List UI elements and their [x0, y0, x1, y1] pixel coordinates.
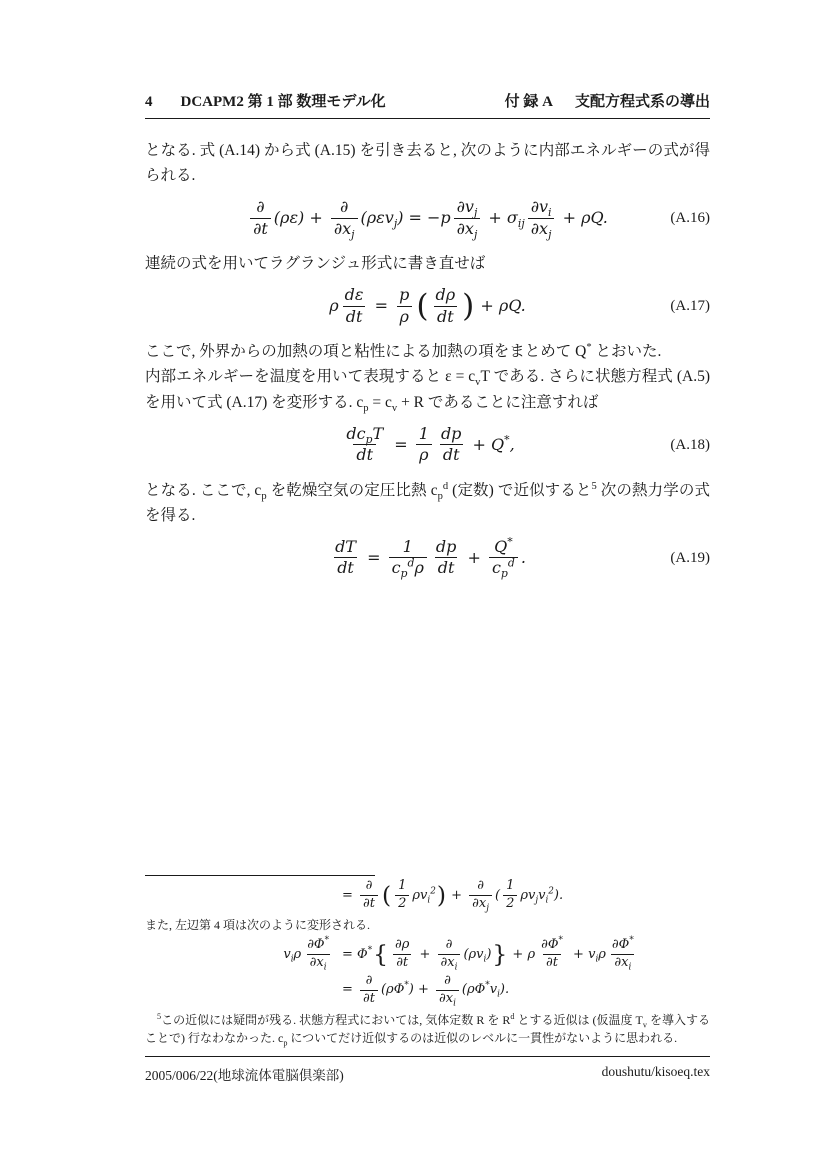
- fraction-numerator: dp: [435, 536, 457, 556]
- fraction: [342, 286, 367, 326]
- math-text: $\rho v_i^2$: [412, 886, 436, 906]
- footer-filename: doushutu/kisoeq.tex: [601, 1064, 710, 1079]
- equation-content: [329, 535, 526, 581]
- math-text: + ρ: [508, 946, 536, 962]
- paragraph: 連続の式を用いてラグランジュ形式に書き直せば: [145, 255, 486, 273]
- footnote-equation-lhs: [145, 935, 335, 973]
- big-delimiter: {: [373, 939, 388, 968]
- equation-number: (A.16): [670, 210, 710, 227]
- display-equation-a19: [145, 537, 710, 579]
- math-text: + ρQ.: [557, 208, 608, 228]
- fraction: [503, 879, 517, 912]
- footer-date: 2005/006/22(地球流体電脳倶楽部): [145, 1068, 344, 1083]
- fraction-denominator: dt: [334, 557, 357, 577]
- big-delimiter: }: [492, 939, 508, 968]
- fraction: [433, 286, 459, 326]
- math-text: (ρΦ*) +: [380, 981, 434, 998]
- fraction-denominator: $\partial x_i$: [307, 954, 330, 971]
- fraction-denominator: ∂t: [250, 218, 271, 238]
- footnote-equation-rhs-1: [335, 935, 710, 973]
- fraction-numerator: dε: [344, 285, 364, 305]
- fraction-numerator: ∂: [365, 878, 373, 893]
- fraction-denominator: 2: [503, 895, 517, 912]
- footnote-equation-row: [145, 935, 710, 973]
- footnote-equation-row: [145, 879, 710, 912]
- math-text: = Φ*: [342, 945, 373, 962]
- fraction: [538, 935, 566, 971]
- fraction-denominator: ∂t: [543, 954, 561, 971]
- math-text: $(\rho\Phi^*v_i)$.: [461, 981, 510, 1001]
- math-text: + Q*,: [467, 433, 515, 454]
- fraction-numerator: dρ: [435, 285, 456, 305]
- math-text: (ρεv$_j$) = −p: [360, 208, 451, 231]
- math-text: (: [494, 887, 501, 903]
- math-text: $v_i\rho$: [283, 946, 302, 965]
- math-text: +: [447, 887, 467, 903]
- fraction-denominator: $\partial x_j$: [331, 218, 358, 238]
- main-text-column: [145, 138, 710, 591]
- math-text: +: [415, 946, 435, 962]
- equation-content: [247, 197, 608, 241]
- equation-number: (A.17): [670, 298, 710, 315]
- fraction: [304, 935, 332, 973]
- fraction-numerator: p: [399, 285, 410, 305]
- header-left: [145, 90, 386, 111]
- math-text: =: [369, 296, 394, 316]
- fraction-numerator: ∂: [340, 197, 349, 217]
- math-text: (ρε) +: [273, 208, 328, 228]
- fraction-denominator: ρ: [397, 306, 412, 326]
- fraction-denominator: $c_p^d$: [489, 557, 518, 577]
- fraction: [343, 425, 386, 465]
- header-right: [505, 90, 710, 111]
- math-text: +: [462, 547, 486, 567]
- fraction-denominator: dt: [343, 306, 366, 326]
- footnote-text: また, 左辺第 4 項は次のように変形される.: [145, 917, 371, 932]
- big-delimiter: (: [381, 880, 392, 909]
- display-equation-a17: [145, 285, 710, 327]
- fraction-denominator: $\partial x_j$: [454, 218, 481, 238]
- fraction-denominator: dt: [440, 444, 463, 464]
- fraction-numerator: ∂ρ: [395, 936, 410, 952]
- equation-number: (A.18): [670, 436, 710, 453]
- fraction-denominator: dt: [434, 306, 457, 326]
- fraction-numerator: $dc_pT$: [346, 423, 384, 446]
- paragraph: 内部エネルギーを温度を用いて表現すると $\varepsilon = c_vT$ である. さらに状態方程式 (A.5) を用いて式 (A.17) を変形する. $c_p = c_v + R$ であることに注意すれば: [145, 368, 710, 414]
- fraction-denominator: $\partial x_j$: [528, 218, 555, 238]
- paragraph: ここで, 外界からの加熱の項と粘性による加熱の項をまとめて Q* とおいた.: [145, 342, 662, 361]
- appendix-label: 付 録 A: [504, 94, 553, 110]
- math-text: $\rho v_jv_i^2$).: [520, 886, 564, 906]
- math-text: + $v_i\rho$: [568, 946, 606, 965]
- fraction: [250, 198, 271, 238]
- math-text: $(\rho v_i)$: [463, 946, 492, 965]
- fraction-numerator: dp: [440, 423, 462, 443]
- fraction-numerator: ∂Φ*: [611, 935, 634, 952]
- footnote-equation-row: [145, 974, 710, 1007]
- page-header: [145, 90, 710, 119]
- fraction: [389, 536, 427, 581]
- math-text: =: [361, 547, 386, 567]
- fraction: [332, 538, 359, 578]
- fraction-numerator: 1: [402, 536, 413, 556]
- fraction-numerator: 1: [398, 878, 407, 893]
- big-delimiter: ): [462, 288, 475, 325]
- footnote-area: [145, 875, 710, 1051]
- fraction: [454, 197, 481, 241]
- fraction-numerator: 1: [506, 878, 515, 893]
- fraction: [528, 197, 555, 241]
- page-number: 4: [145, 94, 153, 110]
- big-delimiter: ): [436, 880, 446, 909]
- fraction-numerator: ∂: [256, 197, 265, 217]
- chapter-title: DCAPM2 第 1 部 数理モデル化: [180, 94, 386, 110]
- fraction: [331, 197, 358, 241]
- fraction: [396, 286, 412, 326]
- page-footer: [145, 1056, 710, 1084]
- fraction-numerator: $\partial v_j$: [456, 197, 478, 220]
- fraction: [392, 938, 412, 971]
- fraction-numerator: ∂Φ*: [307, 935, 329, 952]
- fraction-denominator: dt: [353, 444, 376, 464]
- fraction-denominator: $c_p^d\rho$: [389, 557, 427, 577]
- paragraph: となる. 式 (A.14) から式 (A.15) を引き去ると, 次のように内部エネルギーの式が得られる.: [145, 142, 710, 185]
- fraction: [469, 879, 492, 912]
- fraction-numerator: ∂Φ*: [541, 935, 563, 952]
- math-text: =: [389, 434, 413, 454]
- fraction: [609, 935, 637, 973]
- equation-content: [340, 425, 514, 465]
- math-text: =: [342, 982, 358, 998]
- fraction-numerator: ∂: [445, 936, 453, 952]
- math-text: ρ: [329, 296, 339, 316]
- equation-content: [329, 286, 525, 326]
- display-equation-a16: [145, 197, 710, 239]
- fraction: [360, 879, 378, 912]
- fraction-denominator: ρ: [416, 444, 431, 464]
- fraction: [416, 425, 432, 465]
- fraction-numerator: ∂: [477, 878, 484, 893]
- equation-number: (A.19): [670, 549, 710, 566]
- footnote-equation-continued: [335, 879, 710, 912]
- math-text: .: [520, 547, 526, 567]
- paragraph: となる. ここで, $c_p$ を乾燥空気の定圧比熱 $c_p^d$ (定数) で近似すると$^5$ 次の熱力学の式を得る.: [145, 480, 710, 524]
- fraction-numerator: ∂: [365, 972, 373, 988]
- fraction-denominator: $\partial x_i$: [436, 990, 459, 1007]
- fraction: [438, 425, 464, 465]
- appendix-title: 支配方程式系の導出: [574, 94, 710, 110]
- big-delimiter: (: [416, 288, 429, 325]
- fraction-denominator: $\partial x_i$: [611, 954, 634, 971]
- footnote-separator-rule: [145, 875, 375, 876]
- math-text: + $\sigma_{ij}$: [483, 208, 525, 231]
- fraction-denominator: dt: [435, 557, 458, 577]
- fraction-numerator: $\partial v_i$: [530, 197, 552, 220]
- display-equation-a18: [145, 424, 710, 466]
- footnote-5-text: $^5$この近似には疑問が残る. 状態方程式においては, 気体定数 R を $R^d$ とする近似は (仮温度 $T_v$ を導入することで) 行なわなかった. $c_p$ についてだけ近似するのは近似のレベルに一貫性がないように思われる.: [145, 1011, 710, 1048]
- math-text: =: [342, 887, 358, 903]
- fraction: [433, 538, 459, 578]
- fraction-numerator: dT: [335, 536, 356, 556]
- fraction-numerator: ∂: [444, 972, 451, 988]
- fraction-denominator: ∂t: [393, 954, 411, 971]
- fraction-denominator: $\partial x_j$: [469, 895, 492, 912]
- fraction: [489, 535, 518, 581]
- fraction-denominator: $\partial x_i$: [438, 954, 461, 971]
- footnote-equation-rhs-2: [335, 974, 710, 1007]
- fraction-numerator: 1: [418, 423, 429, 443]
- fraction: [360, 974, 378, 1007]
- fraction-numerator: Q*: [494, 535, 513, 556]
- fraction: [436, 974, 459, 1007]
- fraction: [438, 938, 461, 971]
- fraction-denominator: ∂t: [360, 895, 378, 912]
- math-text: + ρQ.: [475, 296, 526, 316]
- fraction-denominator: 2: [395, 895, 409, 912]
- fraction-denominator: ∂t: [360, 990, 378, 1007]
- fraction: [395, 879, 409, 912]
